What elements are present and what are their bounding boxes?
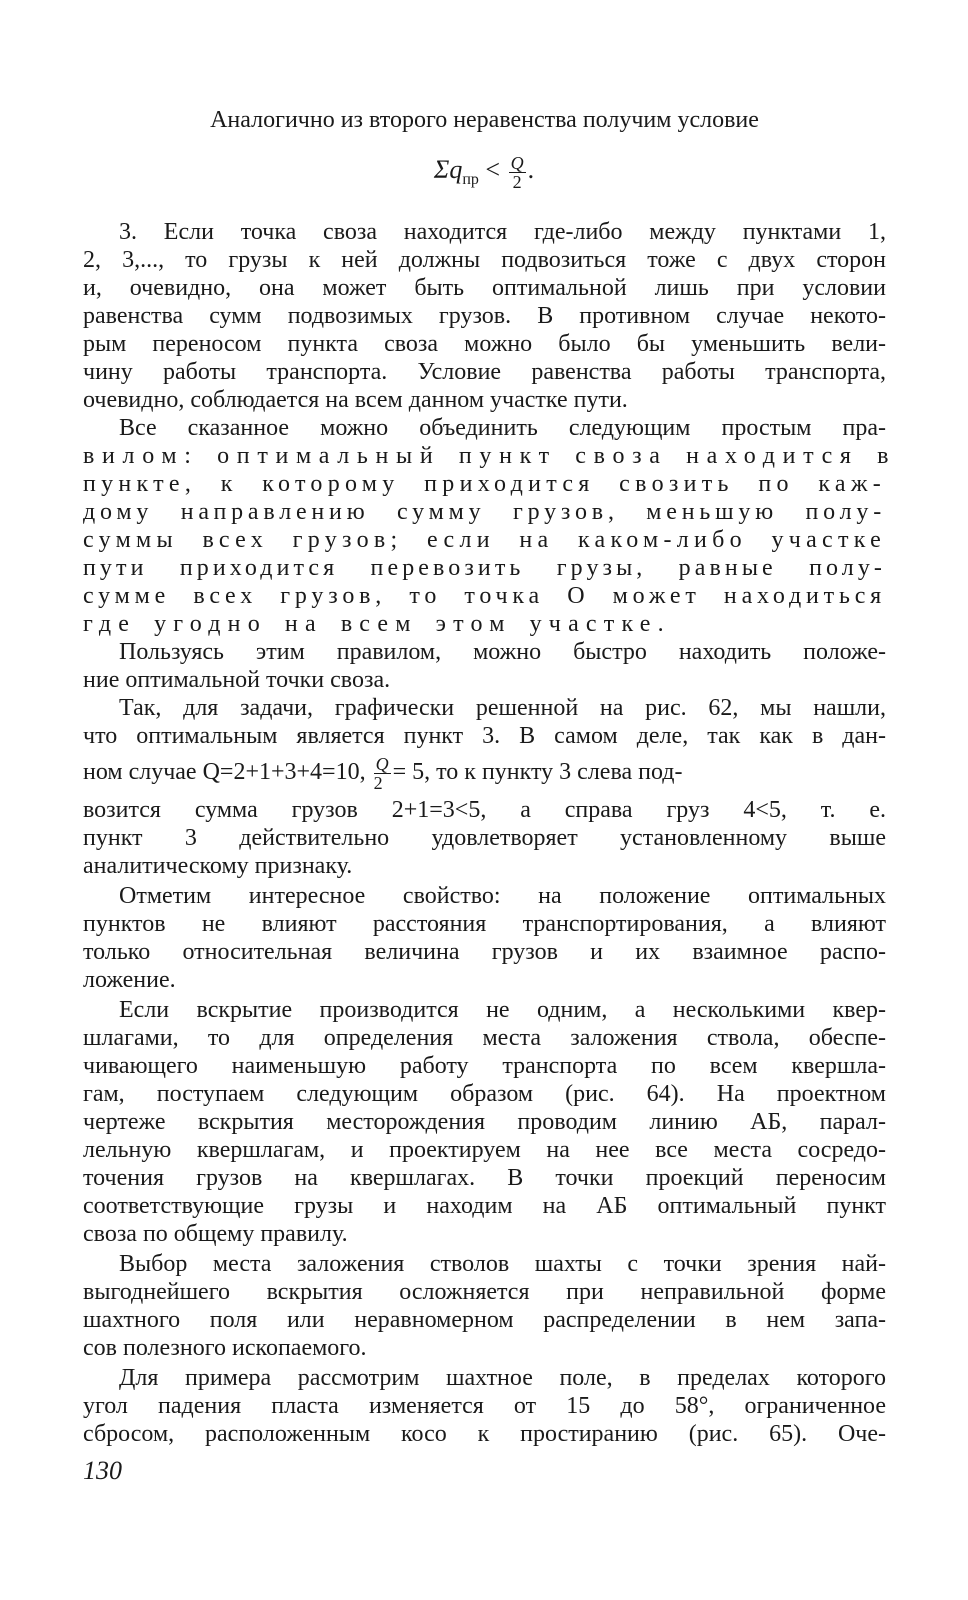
text-line: сбросом, расположенным косо к простиранию (рис. 65). Оче- [83, 1421, 886, 1447]
text-line: лельную квершлагам, и проектируем на нее все места сосредо- [83, 1137, 886, 1163]
text-line: что оптимальным является пункт 3. В самом деле, так как в дан- [83, 723, 886, 749]
text-line-spaced: где угодно на всем этом участке. [83, 611, 671, 637]
text-line: только относительная величина грузов и их взаимное распо- [83, 939, 886, 965]
text-line: Если вскрытие производится не одним, а несколькими квер- [119, 997, 886, 1023]
text-line: Аналогично из второго неравенства получим условие [210, 107, 759, 133]
formula-subscript: пр [462, 171, 479, 189]
text-line: 2, 3,..., то грузы к ней должны подвозиться тоже с двух сторон [83, 247, 886, 273]
formula-inequality [0, 150, 968, 200]
text-line: чертеже вскрытия месторождения проводим линию АБ, парал- [83, 1109, 886, 1135]
text-line: сов полезного ископаемого. [83, 1335, 367, 1361]
text-line: Отметим интересное свойство: на положение оптимальных [119, 883, 886, 909]
text-line: чину работы транспорта. Условие равенства работы транспорта, [83, 359, 886, 385]
text-line: рым переносом пункта своза можно было бы уменьшить вели- [83, 331, 886, 357]
inline-fraction-denominator: 2 [373, 772, 383, 793]
text-line: точения грузов на квершлагах. В точки проекций переносим [83, 1165, 886, 1191]
text-line: пункт 3 действительно удовлетворяет установленному выше [83, 825, 886, 851]
formula-period: . [527, 155, 535, 184]
formula-denominator: 2 [512, 171, 522, 192]
text-line: своза по общему правилу. [83, 1221, 348, 1247]
formula-fraction [509, 154, 526, 191]
text-line: Пользуясь этим правилом, можно быстро находить положе- [119, 639, 886, 665]
text-line: Для примера рассмотрим шахтное поле, в пределах которого [119, 1365, 886, 1391]
formula-operator: < [485, 155, 501, 184]
text-line: соответствующие грузы и находим на АБ оптимальный пункт [83, 1193, 886, 1219]
text-line: аналитическому признаку. [83, 853, 353, 879]
text-line: шахтного поля или неравномерном распределении в нем запа- [83, 1307, 886, 1333]
text-line: ние оптимальной точки своза. [83, 667, 391, 693]
inline-fraction [374, 755, 391, 792]
text-line: шлагами, то для определения места заложения ствола, обеспе- [83, 1025, 886, 1051]
text-line-spaced: суммы всех грузов; если на каком-либо участке [83, 527, 886, 553]
text-line: 3. Если точка своза находится где-либо между пунктами 1, [119, 219, 886, 245]
text-line: пунктов не влияют расстояния транспортирования, а влияют [83, 911, 886, 937]
text-line-spaced: вилом: оптимальный пункт своза находится в [83, 443, 897, 469]
text-line: очевидно, соблюдается на всем данном участке пути. [83, 387, 628, 413]
page-number: 130 [83, 1456, 122, 1485]
text-line-spaced: пути приходится перевозить грузы, равные полу- [83, 555, 886, 581]
text-line: Все сказанное можно объединить следующим простым пра- [119, 415, 886, 441]
text-line: Выбор места заложения стволов шахты с точки зрения най- [119, 1251, 886, 1277]
text-line: чивающего наименьшую работу транспорта по всем квершла- [83, 1053, 886, 1079]
text-line: угол падения пласта изменяется от 15 до 58°, ограниченное [83, 1393, 886, 1419]
formula-numerator: Q [510, 152, 524, 173]
text-line: гам, поступаем следующим образом (рис. 64). На проектном [83, 1081, 886, 1107]
text-line: выгоднейшего вскрытия осложняется при неправильной форме [83, 1279, 886, 1305]
text-segment: = 5, то к пункту 3 слева под- [392, 759, 683, 785]
text-line: возится сумма грузов 2+1=3<5, а справа груз 4<5, т. е. [83, 797, 886, 823]
inline-fraction-numerator: Q [375, 753, 389, 774]
text-line: Так, для задачи, графически решенной на рис. 62, мы нашли, [119, 695, 886, 721]
text-line-spaced: дому направлению сумму грузов, меньшую полу- [83, 499, 886, 525]
text-line-with-fraction [83, 752, 886, 792]
text-line: равенства сумм подвозимых грузов. В противном случае некото- [83, 303, 886, 329]
text-line: ложение. [83, 967, 176, 993]
formula-sum: Σq [433, 155, 463, 184]
text-line-spaced: сумме всех грузов, то точка О может находиться [83, 583, 886, 609]
text-segment: ном случае Q=2+1+3+4=10, [83, 759, 366, 785]
text-line: и, очевидно, она может быть оптимальной лишь при условии [83, 275, 886, 301]
text-line-spaced: пункте, к которому приходится свозить по каж- [83, 471, 886, 497]
